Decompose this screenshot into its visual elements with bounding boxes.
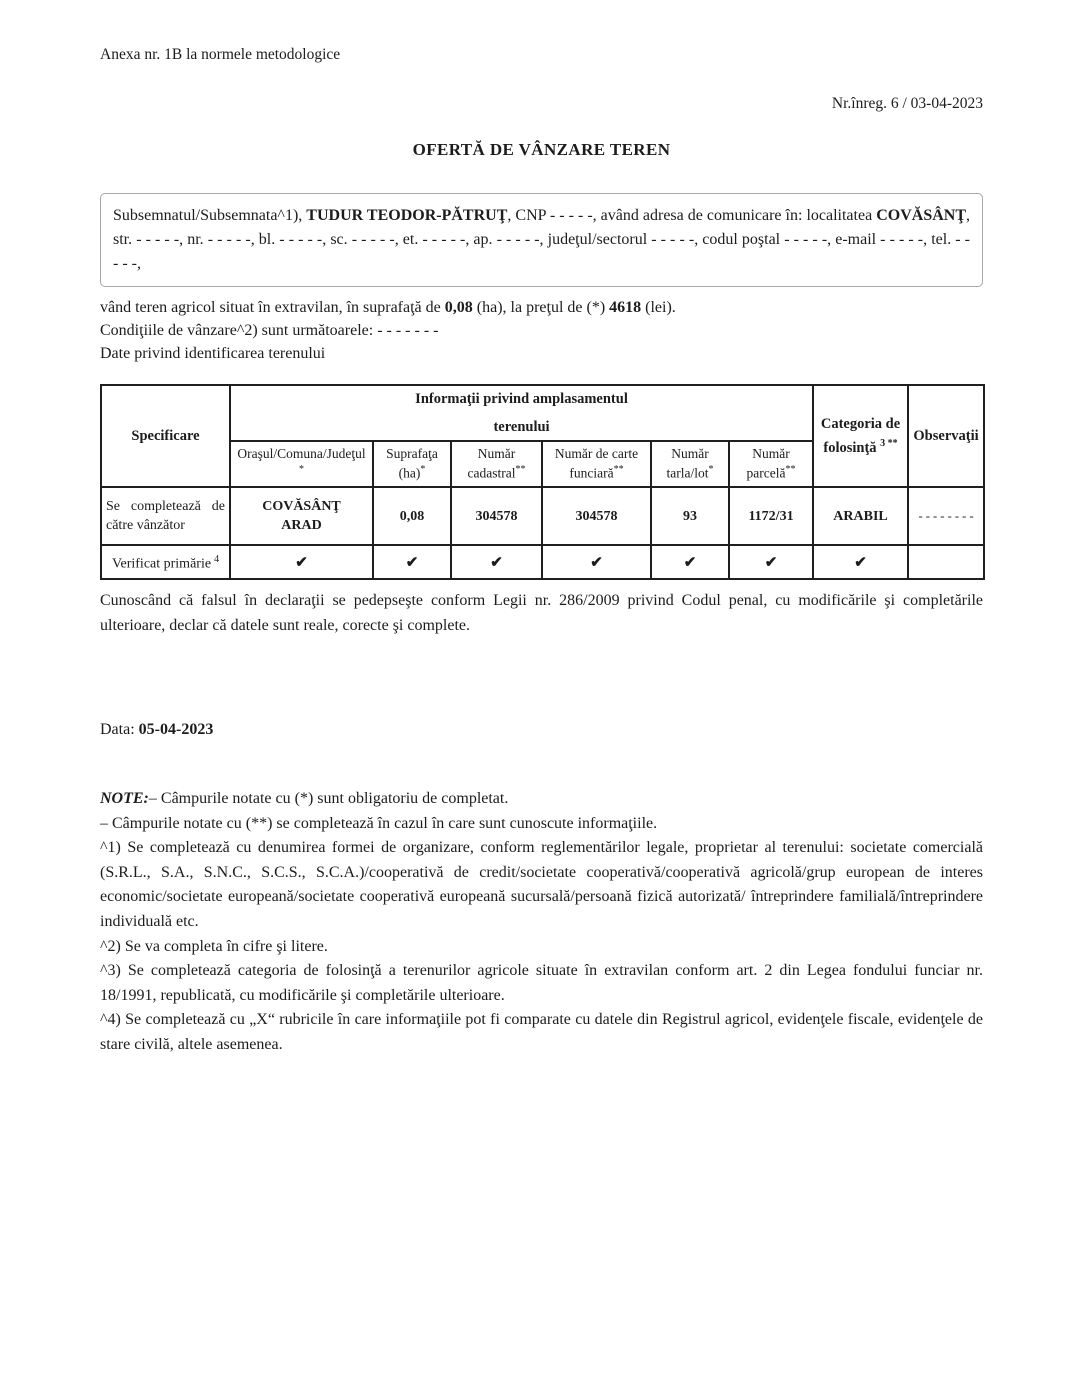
categoria-footnote-mark: 3 ** [880,437,898,449]
subheader-carte-funciara [542,441,651,487]
declaration-paragraph: Cunoscând că falsul în declaraţii se pedepseşte conform Legii nr. 286/2009 privind Codul penal, cu modificările şi completările ulterioare, declar că datele sunt reale, corecte şi complete. [100,592,983,634]
seller-observatii-cell: - - - - - - - - [908,487,984,545]
declarant-info-box [100,193,983,287]
registration-number: Nr.înreg. 6 / 03-04-2023 [831,95,983,112]
note-line-3: ^1) Se completează cu denumirea formei de organizare, conform reglementărilor legale, proprietar al terenului: societate comercială (S.R.L., S.A., S.N.C., S.C.S., S.C.A.)/cooperativă de credit/societate cooperativă/cooperativă agricolă/grup european de interes economic/societate europeană/societate cooperativă europeană sucursală/persoană fizică autorizată/ întreprindere familială/întreprindere individuală etc. [100,839,983,930]
sale-line-post: (lei). [641,299,676,316]
subheader-tarla-l1: Număr [671,446,709,462]
amplasament-group-line1: Informaţii privind amplasamentul [415,390,628,407]
subheader-parcela-l1: Număr [752,446,790,462]
check-parcela-cell [729,545,813,579]
subheader-cadastral-l2: cadastral [467,465,516,481]
subheader-cadastral-l1: Număr [477,446,516,462]
note-line-4: ^2) Se va completa în cifre şi litere. [100,937,328,955]
subheader-oras-comuna-judet [230,441,373,487]
verified-label-text: Verificat primărie [111,556,212,572]
conditions-line: Condiţiile de vânzare^2) sunt următoarele: - - - - - - - [100,322,439,339]
notes-section [100,787,983,1058]
subheader-numar-cadastral [451,441,542,487]
subheader-tarla-mark: * [708,464,714,476]
seller-data-row [101,487,984,545]
seller-carte-funciara-cell: 304578 [542,487,651,545]
checkmark-icon: ✔ [405,554,419,571]
header-cell-observatii: Observaţii [908,385,984,487]
subheader-tarla-l2: tarla/lot [666,465,709,481]
date-label: Data: [100,721,139,738]
price-value: 4618 [609,299,642,316]
subheader-parcela-l2: parcelă [746,465,786,481]
note-line-1 [100,787,983,812]
annex-label: Anexa nr. 1B la normele metodologice [100,46,341,63]
seller-locality-line2: ARAD [281,518,322,533]
seller-categoria-cell: ARABIL [813,487,908,545]
locality-name: COVĂSÂNŢ [876,207,967,224]
checkmark-icon: ✔ [590,554,603,571]
subheader-carte-mark: ** [613,464,624,476]
document-title: OFERTĂ DE VÂNZARE TEREN [412,140,671,159]
categoria-line2: folosinţă [823,439,877,456]
note-line-2: – Câmpurile notate cu (**) se completează în cazul în care sunt cunoscute informaţiile. [100,814,658,832]
table-header-row-1 [101,385,984,441]
declarant-address-rest: , str. - - - - -, nr. - - - - -, bl. - - - - -, sc. - - - - -, et. - - - - -, ap. - - - - -, judeţul/sectorul - - - - -, codul poştal - - - - -, e-mail - - - - -, tel. - - - - -, [113,207,971,272]
header-cell-categoria [813,385,908,487]
note-label: NOTE: [100,790,149,807]
verified-footnote-mark: 4 [214,554,220,566]
subheader-oras-mark: * [299,464,304,476]
seller-cadastral-cell: 304578 [451,487,542,545]
land-identification-line: Date privind identificarea terenului [100,345,326,362]
area-value: 0,08 [444,299,473,316]
check-carte-funciara-cell [542,545,651,579]
subheader-parcela [729,441,813,487]
checkmark-icon: ✔ [683,554,697,571]
date-line [100,718,983,741]
note-1-text: – Câmpurile notate cu (*) sunt obligatoriu de completat. [148,790,509,807]
verified-row [101,545,984,579]
checkmark-icon: ✔ [854,554,867,571]
check-cadastral-cell [451,545,542,579]
land-identification-table [100,384,985,580]
subheader-oras-text: Oraşul/Comuna/Judeţul [237,446,366,462]
amplasament-group-line2: terenului [493,418,550,435]
note-line-5: ^3) Se completează categoria de folosinţă a terenurilor agricole situate în extravilan conform art. 2 din Legea fondului funciar nr. 18/1991, republicată, cu modificările şi completările ulterioare. [100,962,983,1004]
seller-locality-line1: COVĂSÂNŢ [262,499,341,514]
intro-section [100,296,983,365]
sale-line [100,296,983,319]
verified-row-label [101,545,230,579]
seller-row-label: Se completează de către vânzător [101,487,230,545]
seller-tarla-cell: 93 [651,487,729,545]
declarant-prefix: Subsemnatul/Subsemnata^1), [113,207,307,224]
declarant-cnp-address: , CNP - - - - -, având adresa de comunicare în: localitatea [507,207,877,224]
categoria-line1: Categoria de [820,415,901,432]
seller-name: TUDUR TEODOR-PĂTRUŢ [306,207,508,224]
sale-line-pre: vând teren agricol situat în extravilan, în suprafaţă de [100,299,445,316]
check-oras-cell [230,545,373,579]
subheader-carte-l2: funciară [569,465,614,481]
date-value: 05-04-2023 [138,721,214,738]
sale-line-mid: (ha), la preţul de (*) [472,299,610,316]
check-categoria-cell [813,545,908,579]
seller-suprafata-cell: 0,08 [373,487,451,545]
check-tarla-cell [651,545,729,579]
subheader-parcela-mark: ** [785,464,796,476]
check-suprafata-cell [373,545,451,579]
subheader-cadastral-mark: ** [515,464,526,476]
subheader-suprafata-mark: * [420,464,426,476]
subheader-suprafata-l1: Suprafaţa [386,446,438,462]
checkmark-icon: ✔ [764,554,778,571]
header-cell-amplasament-group [230,385,813,441]
check-observatii-empty-cell [908,545,984,579]
note-line-6: ^4) Se completează cu „X“ rubricile în care informaţiile pot fi comparate cu datele din Registrul agricol, evidenţele fiscale, evidenţele de stare civilă, altele asemenea. [100,1011,983,1053]
subheader-tarla-lot [651,441,729,487]
seller-locality-cell [230,487,373,545]
checkmark-icon: ✔ [295,554,308,571]
header-cell-specificare: Specificare [101,385,230,487]
subheader-suprafata [373,441,451,487]
subheader-suprafata-l2: (ha) [398,465,421,481]
subheader-carte-l1: Număr de carte [554,446,639,462]
seller-parcela-cell: 1172/31 [729,487,813,545]
checkmark-icon: ✔ [490,554,503,571]
